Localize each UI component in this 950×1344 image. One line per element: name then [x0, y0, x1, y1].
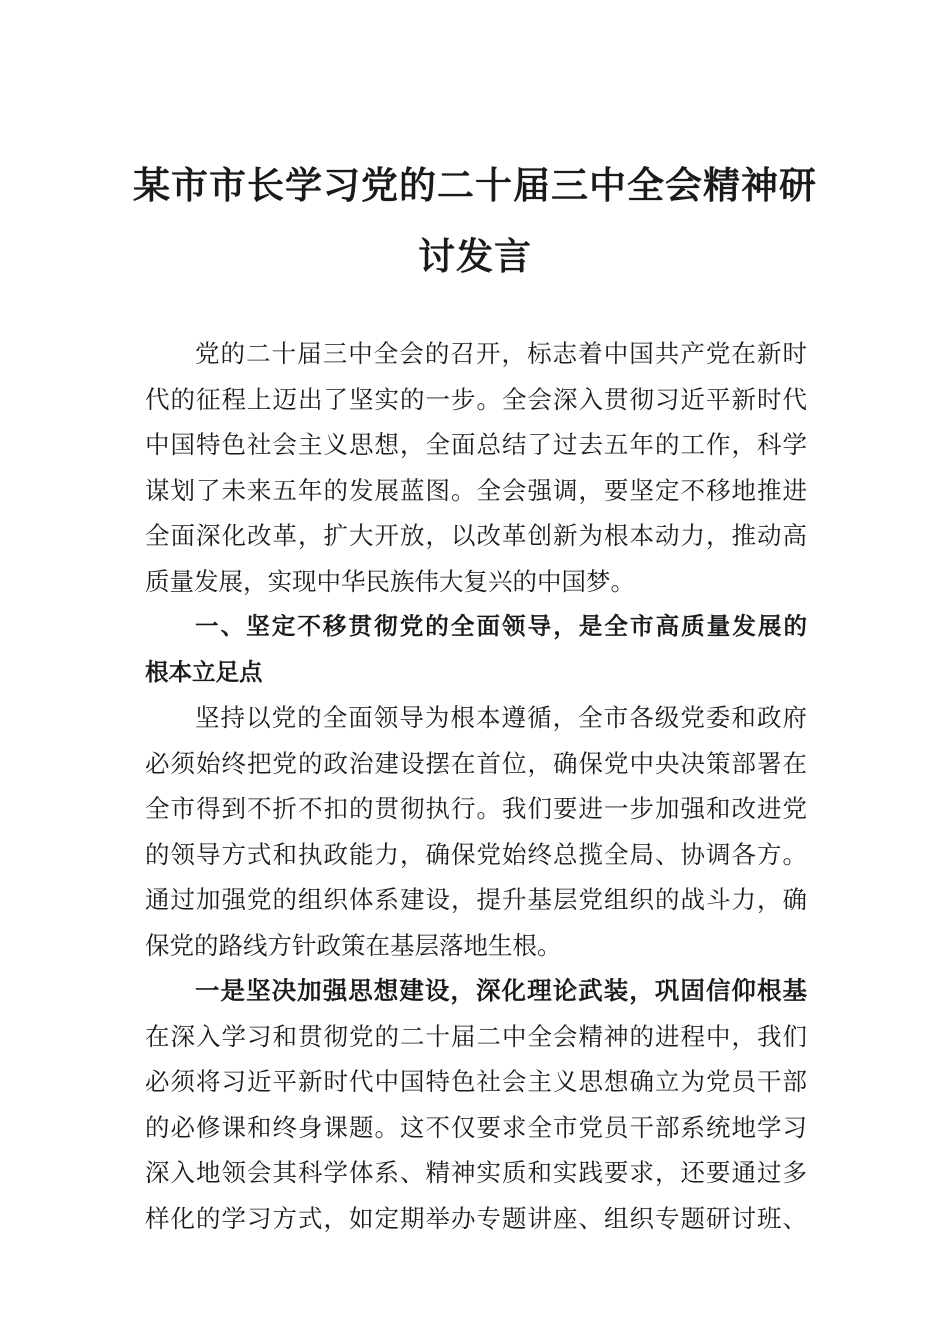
text-line: 党的二十届三中全会的召开，标志着中国共产党在新时 [195, 339, 807, 368]
text-line: 全市得到不折不扣的贯彻执行。我们要进一步加强和改进党 [145, 794, 807, 823]
document-body [145, 331, 807, 1241]
text-line: 谋划了未来五年的发展蓝图。全会强调，要坚定不移地推进 [145, 475, 807, 505]
text-line: 代的征程上迈出了坚实的一步。全会深入贯彻习近平新时代 [145, 384, 807, 414]
text-line: 保党的路线方针政策在基层落地生根。 [145, 930, 562, 960]
paragraph-intro [145, 331, 807, 604]
heading-line: 一、坚定不移贯彻党的全面领导，是全市高质量发展的 [195, 612, 807, 640]
text-line: 质量发展，实现中华民族伟大复兴的中国梦。 [145, 566, 635, 596]
text-line: 的必修课和终身课题。这不仅要求全市党员干部系统地学习 [145, 1112, 807, 1142]
text-line: 全面深化改革，扩大开放，以改革创新为根本动力，推动高 [145, 521, 807, 550]
subheading-line: 一是坚决加强思想建设，深化理论武装，巩固信仰根基 [195, 976, 807, 1005]
text-line: 中国特色社会主义思想，全面总结了过去五年的工作，科学 [145, 430, 807, 459]
heading-line: 根本立足点 [145, 657, 263, 686]
text-line: 在深入学习和贯彻党的二十届二中全会精神的进程中，我们 [145, 1021, 807, 1051]
text-line: 样化的学习方式，如定期举办专题讲座、组织专题研讨班、 [145, 1203, 807, 1233]
paragraph-study [145, 1014, 807, 1242]
text-line: 通过加强党的组织体系建设，提升基层党组织的战斗力，确 [145, 885, 807, 914]
text-line: 必须将习近平新时代中国特色社会主义思想确立为党员干部 [145, 1067, 807, 1096]
text-line: 必须始终把党的政治建设摆在首位，确保党中央决策部署在 [145, 748, 807, 778]
paragraph-leadership [145, 695, 807, 968]
text-line: 的领导方式和执政能力，确保党始终总揽全局、协调各方。 [145, 839, 807, 869]
subheading-ideology [145, 968, 807, 1014]
document-title-line-1: 某市市长学习党的二十届三中全会精神研 [133, 163, 817, 207]
document-title-line-2: 讨发言 [418, 234, 532, 278]
text-line: 坚持以党的全面领导为根本遵循，全市各级党委和政府 [195, 703, 807, 732]
section-heading-1 [145, 604, 807, 695]
text-line: 深入地领会其科学体系、精神实质和实践要求，还要通过多 [145, 1158, 807, 1187]
